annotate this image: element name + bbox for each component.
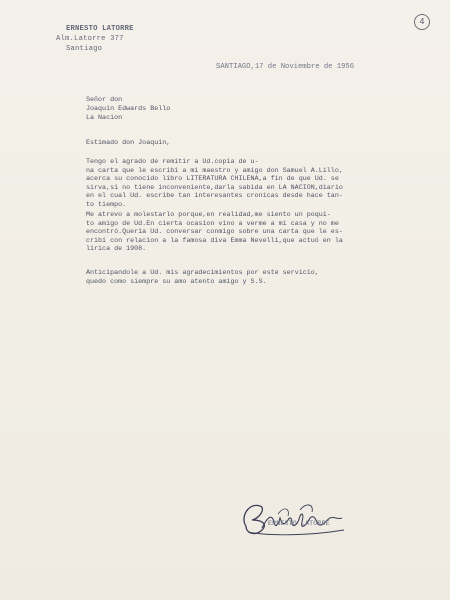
paragraph-1-line: to tiempo.: [86, 200, 127, 209]
paragraph-2-line: encontró.Quería Ud. conversar conmigo sobre una carta que le es-: [86, 228, 343, 237]
paragraph-3-line: quedo como siempre su amo atento amigo y S.S.: [86, 277, 267, 286]
greeting: Estimado don Joaquin,: [86, 139, 171, 147]
paragraph-2-line: Me atrevo a molestarlo porque,en realidad,me siento un poqui-: [86, 211, 331, 219]
paragraph-1: [86, 158, 343, 210]
paragraph-1-line: en el cual Ud. escribe tan interesantes cronicas desde hace tan-: [86, 192, 343, 201]
paragraph-1-line: Tengo el agrado de remitir a Ud.copia de u-: [86, 158, 259, 166]
paragraph-3: [86, 269, 319, 286]
recipient-title: Señor don: [86, 96, 123, 104]
paragraph-2: [86, 211, 343, 254]
recipient-name: Joaquin Edwards Bello: [86, 105, 171, 113]
sender-name: ERNESTO LATORRE: [66, 25, 134, 33]
sender-address: Alm.Latorre 377: [56, 35, 124, 43]
paragraph-2-line: lírica de 1908.: [86, 245, 147, 254]
handwritten-signature: [238, 496, 350, 542]
paragraph-1-line: na carta que le escribí a mi maestro y amigo don Samuel A.Lillo,: [86, 166, 343, 175]
paragraph-2-line: cribí con relacion a la famosa diva Emma Nevelli,que actuó en la: [86, 236, 343, 245]
paragraph-1-line: sirva,si no tiene inconveniente,darla sabida en LA NACION,diario: [86, 183, 343, 192]
paragraph-3-line: Anticipandole a Ud. mis agradecimientos por este servicio,: [86, 269, 319, 277]
paragraph-2-line: to amigo de Ud.En cierta ocasion vino a verme a mi casa y no me: [86, 219, 339, 228]
paragraph-1-line: acerca su conocido libro LITERATURA CHILENA,a fin de que Ud. se: [86, 175, 339, 184]
date-line: SANTIAGO,17 de Noviembre de 1956: [216, 63, 355, 71]
typed-signature: ERNESTO LATORRE: [268, 520, 330, 528]
sender-city: Santiago: [66, 45, 103, 53]
page-number: 4: [414, 14, 430, 30]
recipient-publication: La Nacion: [86, 114, 123, 122]
